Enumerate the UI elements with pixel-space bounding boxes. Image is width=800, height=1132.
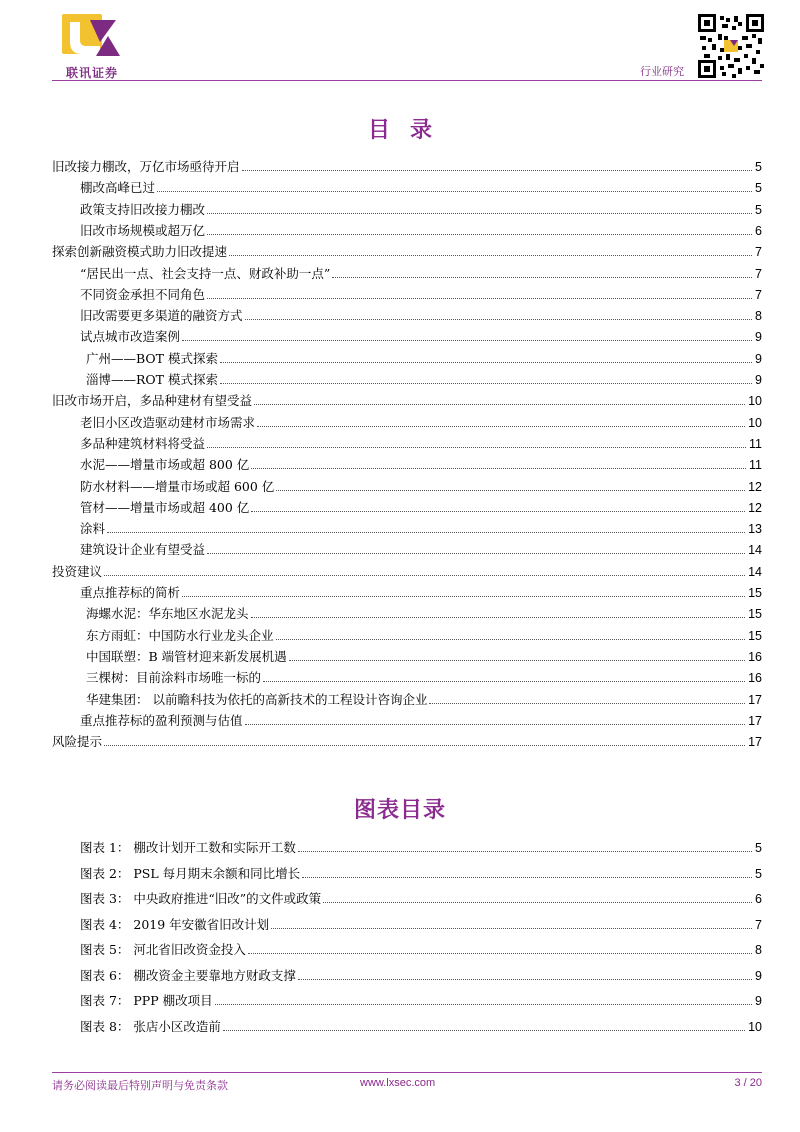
- dot-leader: [302, 877, 752, 878]
- entry-page-number: 16: [748, 671, 762, 686]
- entry-page-number: 10: [748, 1019, 762, 1034]
- entry-label: 图表 7： PPP 棚改项目: [80, 993, 213, 1008]
- dot-leader: [251, 468, 746, 469]
- entry-label: 图表 3： 中央政府推进“旧改”的文件或政策: [80, 891, 322, 906]
- dot-leader: [276, 639, 746, 640]
- entry-label: 广州——BOT 模式探索: [86, 350, 218, 366]
- entry-label: 旧改市场规模或超万亿: [80, 222, 206, 238]
- toc-entry[interactable]: [80, 496, 762, 516]
- qr-code-icon: [698, 14, 764, 78]
- dot-leader: [254, 404, 745, 405]
- entry-page-number: 10: [748, 415, 762, 430]
- entry-label: 重点推荐标的简析: [80, 585, 181, 600]
- dot-leader: [104, 745, 745, 746]
- toc-entry[interactable]: [80, 262, 762, 282]
- toc-entry[interactable]: [52, 240, 762, 260]
- entry-label: 旧改需要更多渠道的融资方式: [80, 308, 243, 324]
- figure-entry[interactable]: [80, 913, 762, 933]
- entry-page-number: 15: [748, 607, 762, 622]
- figure-entry[interactable]: [80, 862, 762, 882]
- entry-label: 旧改市场开启，多品种建材有望受益: [52, 393, 253, 409]
- entry-page-number: 7: [755, 917, 762, 932]
- entry-label: 图表 1： 棚改计划开工数和实际开工数: [80, 840, 296, 855]
- entry-page-number: 12: [748, 500, 762, 515]
- entry-page-number: 7: [755, 287, 762, 302]
- logo-text: 联讯证券: [65, 66, 118, 80]
- entry-page-number: 14: [748, 543, 762, 558]
- footer-divider: [52, 1072, 762, 1073]
- toc-entry[interactable]: [80, 325, 762, 345]
- toc-entry[interactable]: [52, 389, 762, 409]
- dot-leader: [242, 170, 753, 171]
- dot-leader: [182, 340, 752, 341]
- entry-page-number: 6: [755, 223, 762, 238]
- entry-label: 探索创新融资模式助力旧改提速: [52, 244, 228, 260]
- dot-leader: [271, 928, 752, 929]
- toc-entry[interactable]: [86, 624, 762, 644]
- entry-label: 中国联塑：B 端管材迎来新发展机遇: [86, 648, 287, 664]
- header-divider: [52, 80, 762, 81]
- entry-label: 图表 5： 河北省旧改资金投入: [80, 942, 246, 957]
- dot-leader: [207, 234, 752, 235]
- toc-entry[interactable]: [80, 411, 762, 431]
- entry-label: 华建集团： 以前瞻科技为依托的高新技术的工程设计咨询企业: [86, 691, 428, 707]
- toc-entry[interactable]: [80, 581, 762, 601]
- entry-page-number: 14: [748, 564, 762, 579]
- dot-leader: [223, 1030, 745, 1031]
- dot-leader: [182, 596, 745, 597]
- figure-entry[interactable]: [80, 964, 762, 984]
- entry-page-number: 9: [755, 994, 762, 1008]
- entry-label: 淄博——ROT 模式探索: [86, 372, 218, 387]
- entry-label: 风险提示: [52, 734, 103, 750]
- entry-label: 旧改接力棚改，万亿市场亟待开启: [52, 159, 240, 174]
- toc-entry[interactable]: [86, 645, 762, 665]
- figure-entry[interactable]: [80, 836, 762, 856]
- entry-page-number: 16: [748, 649, 762, 664]
- entry-page-number: 11: [749, 436, 762, 451]
- toc-entry[interactable]: [80, 517, 762, 537]
- entry-page-number: 7: [755, 266, 762, 281]
- company-logo: [52, 12, 132, 82]
- entry-page-number: 9: [755, 351, 762, 366]
- dot-leader: [429, 703, 745, 704]
- toc-entry[interactable]: [80, 538, 762, 558]
- dot-leader: [215, 1004, 752, 1005]
- toc-entry[interactable]: [86, 347, 762, 367]
- toc-entry[interactable]: [80, 304, 762, 324]
- dot-leader: [104, 575, 745, 576]
- entry-label: 重点推荐标的盈利预测与估值: [80, 712, 243, 728]
- dot-leader: [298, 979, 752, 980]
- dot-leader: [251, 617, 746, 618]
- entry-label: 图表 2： PSL 每月期末余额和同比增长: [80, 865, 301, 881]
- entry-page-number: 17: [748, 713, 762, 728]
- figures-title: 图表目录: [353, 797, 446, 823]
- entry-page-number: 5: [755, 202, 762, 217]
- entry-label: 建筑设计企业有望受益: [80, 542, 206, 558]
- entry-page-number: 8: [755, 943, 762, 957]
- entry-label: 管材——增量市场或超 400 亿: [80, 499, 250, 515]
- dot-leader: [220, 362, 752, 363]
- entry-page-number: 8: [755, 309, 762, 324]
- entry-label: 涂料: [80, 521, 106, 537]
- entry-page-number: 9: [755, 373, 762, 387]
- dot-leader: [251, 511, 745, 512]
- dot-leader: [220, 383, 752, 384]
- dot-leader: [207, 213, 752, 214]
- dot-leader: [107, 532, 745, 533]
- entry-label: 多品种建筑材料将受益: [80, 435, 206, 451]
- entry-page-number: 17: [748, 692, 762, 707]
- dot-leader: [248, 953, 752, 954]
- footer-page-number: 3 / 20: [734, 1077, 762, 1089]
- entry-label: 图表 6： 棚改资金主要靠地方财政支撑: [80, 967, 296, 983]
- toc-entry[interactable]: [86, 666, 762, 686]
- toc-entry[interactable]: [52, 730, 762, 750]
- toc-entry[interactable]: [80, 475, 762, 495]
- entry-page-number: 7: [755, 245, 762, 260]
- entry-page-number: 10: [748, 394, 762, 409]
- dot-leader: [245, 724, 746, 725]
- entry-label: 防水材料——增量市场或超 600 亿: [80, 478, 275, 494]
- dot-leader: [229, 255, 752, 256]
- footer-disclaimer[interactable]: 请务必阅读最后特别声明与免责条款: [52, 1079, 228, 1092]
- entry-label: 水泥——增量市场或超 800 亿: [80, 457, 250, 473]
- entry-label: 试点城市改造案例: [80, 329, 181, 345]
- page-header: [0, 0, 800, 86]
- figure-entry[interactable]: [80, 989, 762, 1009]
- toc-entry[interactable]: [80, 709, 762, 729]
- entry-page-number: 5: [755, 181, 762, 196]
- entry-page-number: 13: [748, 522, 762, 537]
- toc-entry[interactable]: [80, 453, 762, 473]
- entry-label: 东方雨虹：中国防水行业龙头企业: [86, 627, 274, 643]
- entry-label: 老旧小区改造驱动建材市场需求: [80, 414, 256, 430]
- dot-leader: [323, 902, 752, 903]
- figure-entry[interactable]: [80, 938, 762, 958]
- entry-label: 图表 4： 2019 年安徽省旧改计划: [80, 916, 270, 932]
- toc-entry[interactable]: [80, 198, 762, 218]
- figure-entry[interactable]: [80, 1015, 762, 1035]
- toc-entry[interactable]: [52, 560, 762, 580]
- dot-leader: [257, 426, 745, 427]
- entry-page-number: 15: [748, 628, 762, 643]
- dot-leader: [207, 553, 745, 554]
- dot-leader: [263, 681, 745, 682]
- report-type-label: 行业研究: [640, 65, 684, 78]
- footer-website-link[interactable]: www.lxsec.com: [360, 1077, 436, 1089]
- logo-mark-icon: [60, 12, 122, 64]
- entry-page-number: 15: [748, 586, 762, 600]
- entry-label: 政策支持旧改接力棚改: [80, 201, 206, 217]
- entry-page-number: 5: [755, 160, 762, 174]
- toc-entry[interactable]: [80, 283, 762, 303]
- toc-entry[interactable]: [52, 155, 762, 175]
- toc-title: 目录: [367, 117, 452, 143]
- entry-label: 投资建议: [52, 563, 103, 579]
- entry-label: 图表 8： 张店小区改造前: [80, 1018, 221, 1034]
- dot-leader: [157, 191, 752, 192]
- entry-label: 三棵树：目前涂料市场唯一标的: [86, 670, 262, 686]
- entry-page-number: 12: [748, 479, 762, 494]
- entry-label: 棚改高峰已过: [80, 180, 156, 196]
- entry-page-number: 11: [749, 458, 762, 473]
- dot-leader: [332, 277, 752, 278]
- toc-entry[interactable]: [86, 602, 762, 622]
- toc-entry[interactable]: [86, 688, 762, 708]
- dot-leader: [289, 660, 745, 661]
- entry-label: 海螺水泥：华东地区水泥龙头: [86, 606, 249, 622]
- dot-leader: [207, 298, 752, 299]
- toc-entry[interactable]: [86, 368, 762, 388]
- entry-label: 不同资金承担不同角色: [80, 286, 206, 302]
- entry-page-number: 17: [748, 735, 762, 750]
- entry-page-number: 9: [755, 330, 762, 345]
- entry-label: “居民出一点、社会支持一点、财政补助一点”: [80, 265, 331, 281]
- dot-leader: [207, 447, 746, 448]
- dot-leader: [276, 490, 745, 491]
- dot-leader: [245, 319, 753, 320]
- entry-page-number: 6: [755, 892, 762, 906]
- entry-page-number: 9: [755, 968, 762, 983]
- toc-entry[interactable]: [80, 219, 762, 239]
- figure-entry[interactable]: [80, 887, 762, 907]
- dot-leader: [298, 851, 752, 852]
- toc-entry[interactable]: [80, 176, 762, 196]
- entry-page-number: 5: [755, 866, 762, 881]
- toc-entry[interactable]: [80, 432, 762, 452]
- entry-page-number: 5: [755, 841, 762, 855]
